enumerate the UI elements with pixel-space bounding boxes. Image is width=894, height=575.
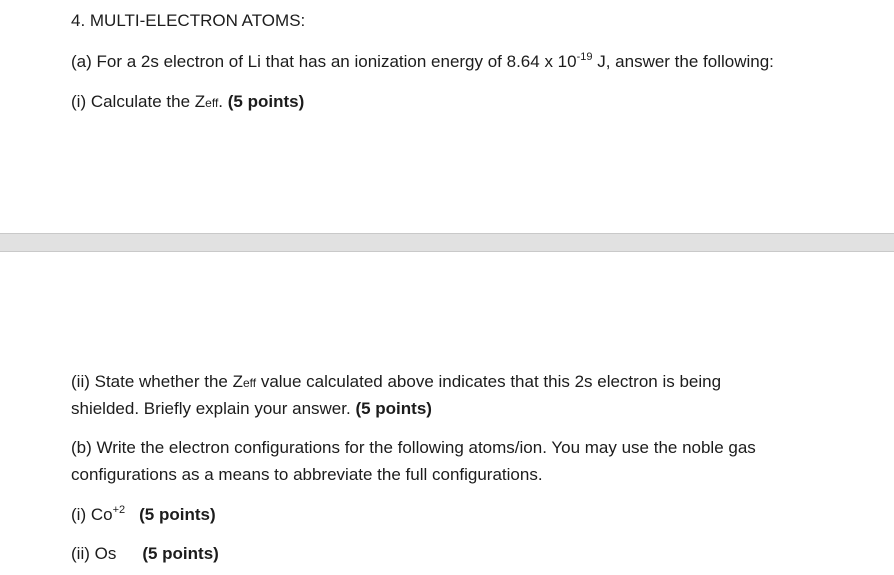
zeff-subscript: eff (242, 376, 257, 390)
question-a-ii-line2-text: shielded. Briefly explain your answer. (71, 399, 351, 418)
page-break-divider (0, 233, 894, 252)
points-label: (5 points) (139, 505, 216, 524)
question-b-ii (71, 543, 219, 565)
part-a-text: (a) For a 2s electron of Li that has an ionization energy of 8.64 x 10 (71, 52, 577, 71)
charge-superscript: +2 (112, 504, 126, 516)
part-b-line2-text: configurations as a means to abbreviate the full configurations. (71, 465, 543, 484)
points-label: (5 points) (227, 92, 305, 111)
question-b-i-label: (i) Co (71, 505, 113, 524)
section-heading (71, 10, 305, 32)
part-b-line1 (71, 437, 756, 459)
points-label: (5 points) (355, 399, 432, 418)
question-a-ii-text-cont: value calculated above indicates that this 2s electron is being (256, 372, 722, 391)
zeff-subscript: eff (205, 96, 219, 110)
question-a-i-period: . (218, 92, 224, 111)
question-a-ii-line2 (71, 398, 432, 420)
points-label: (5 points) (142, 544, 219, 563)
part-a-text-end: J, answer the following: (592, 52, 774, 71)
question-a-i-text: (i) Calculate the Z (71, 92, 206, 111)
part-a-exponent: -19 (576, 51, 593, 63)
question-a-i (71, 91, 304, 114)
question-b-i (71, 504, 216, 528)
part-a-prompt (71, 51, 774, 75)
section-heading-text: 4. MULTI-ELECTRON ATOMS: (71, 11, 306, 30)
part-b-line1-text: (b) Write the electron configurations for the following atoms/ion. You may use the noble gas (71, 438, 756, 457)
question-a-ii-text: (ii) State whether the Z (71, 372, 243, 391)
question-a-ii-line1 (71, 371, 721, 394)
question-b-ii-label: (ii) Os (71, 544, 117, 563)
part-b-line2 (71, 464, 543, 486)
